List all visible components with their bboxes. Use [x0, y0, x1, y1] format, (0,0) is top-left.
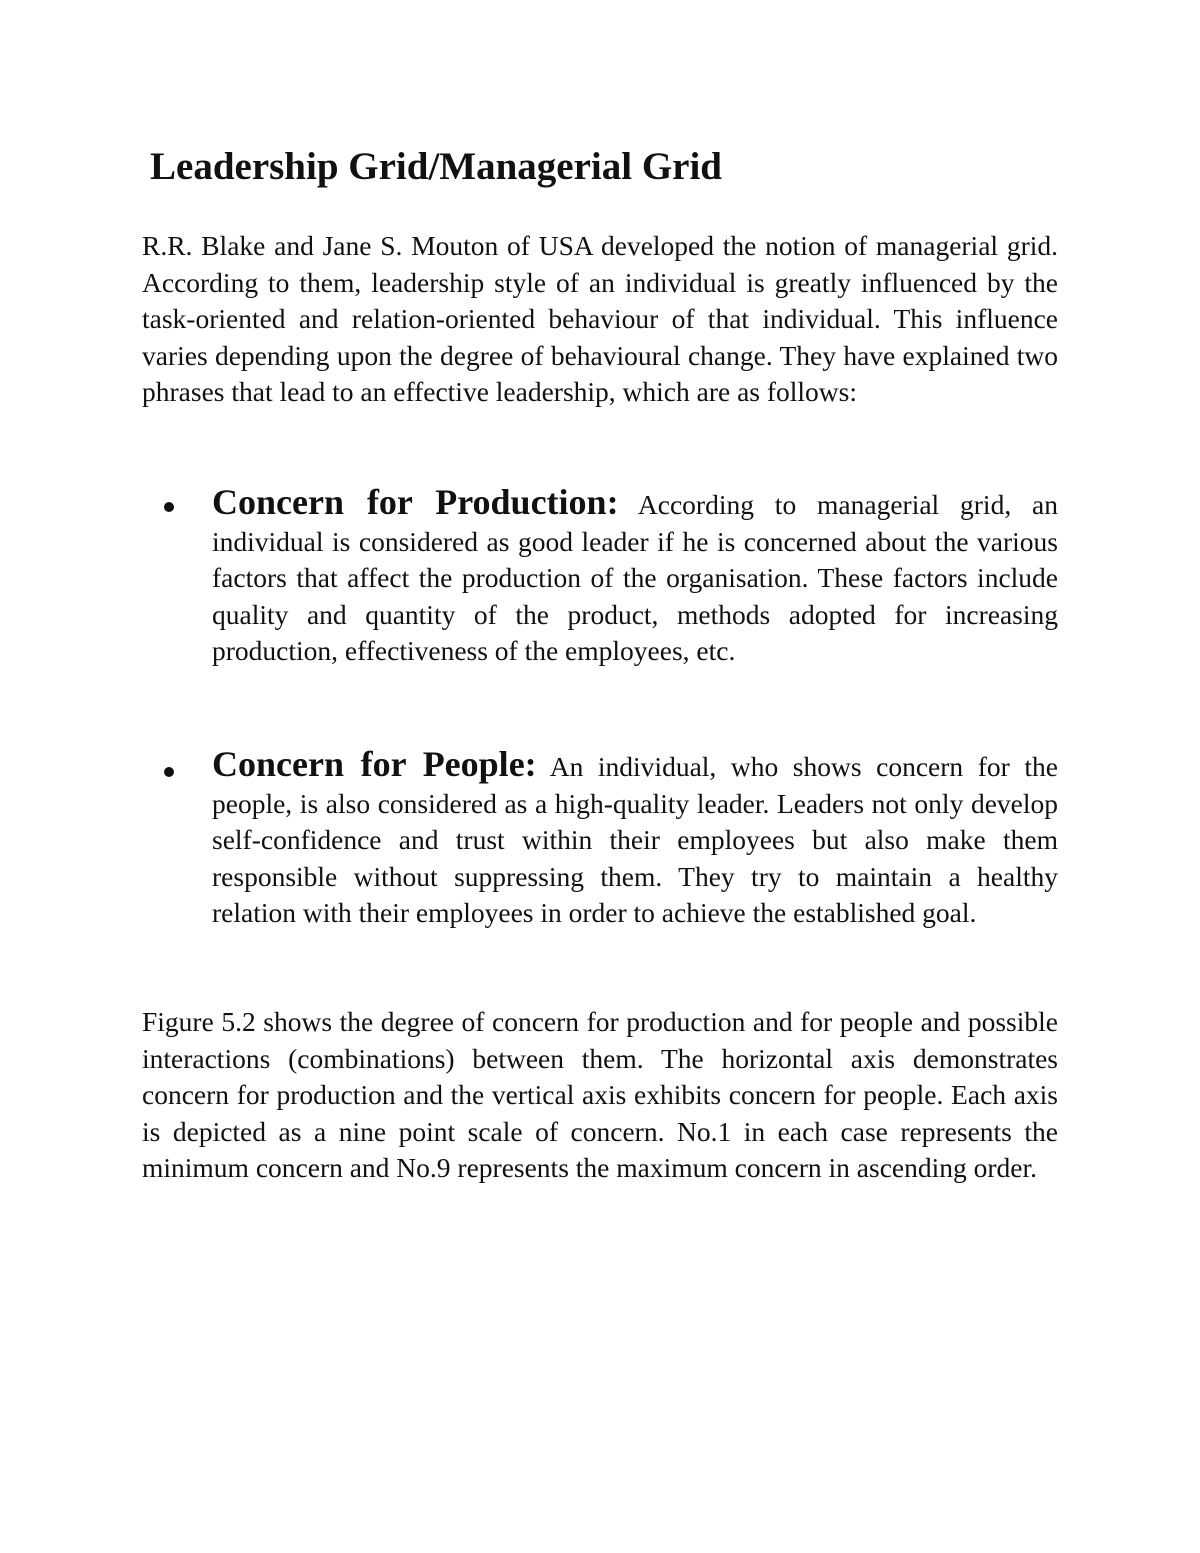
bullet-heading: Concern for People: [212, 744, 537, 784]
bullet-icon [164, 767, 174, 777]
list-item-concern-for-production [212, 484, 1058, 670]
intro-paragraph: R.R. Blake and Jane S. Mouton of USA developed the notion of managerial grid. According to them, leadership style of an individual is greatly influenced by the task-oriented and relation-oriented behaviour of that individual. This influence varies depending upon the degree of behavioural change. They have explained two phrases that lead to an effective leadership, which are as follows: [142, 230, 1058, 407]
bullet-text: According to managerial grid, an individual is considered as good leader if he is concerned about the various factors that affect the production of the organisation. These factors include quality and quantity of the product, methods adopted for increasing production, effectiveness of the employees, etc. [212, 489, 1058, 666]
page-title: Leadership Grid/Managerial Grid [150, 145, 722, 188]
figure-description-paragraph: Figure 5.2 shows the degree of concern for production and for people and possible interactions (combinations) between them. The horizontal axis demonstrates concern for production and the vertical axis exhibits concern for people. Each axis is depicted as a nine point scale of concern. No.1 in each case represents the minimum concern and No.9 represents the maximum concern in ascending order. [142, 1006, 1058, 1183]
bullet-heading: Concern for Production: [212, 482, 619, 522]
bullet-icon [164, 502, 174, 512]
bullet-text: An individual, who shows concern for the people, is also considered as a high-quality leader. Leaders not only develop self-confidence and trust within their employees but also make them responsible without suppressing them. They try to maintain a healthy relation with their employees in order to achieve the established goal. [212, 751, 1058, 928]
list-item-concern-for-people [212, 746, 1058, 932]
